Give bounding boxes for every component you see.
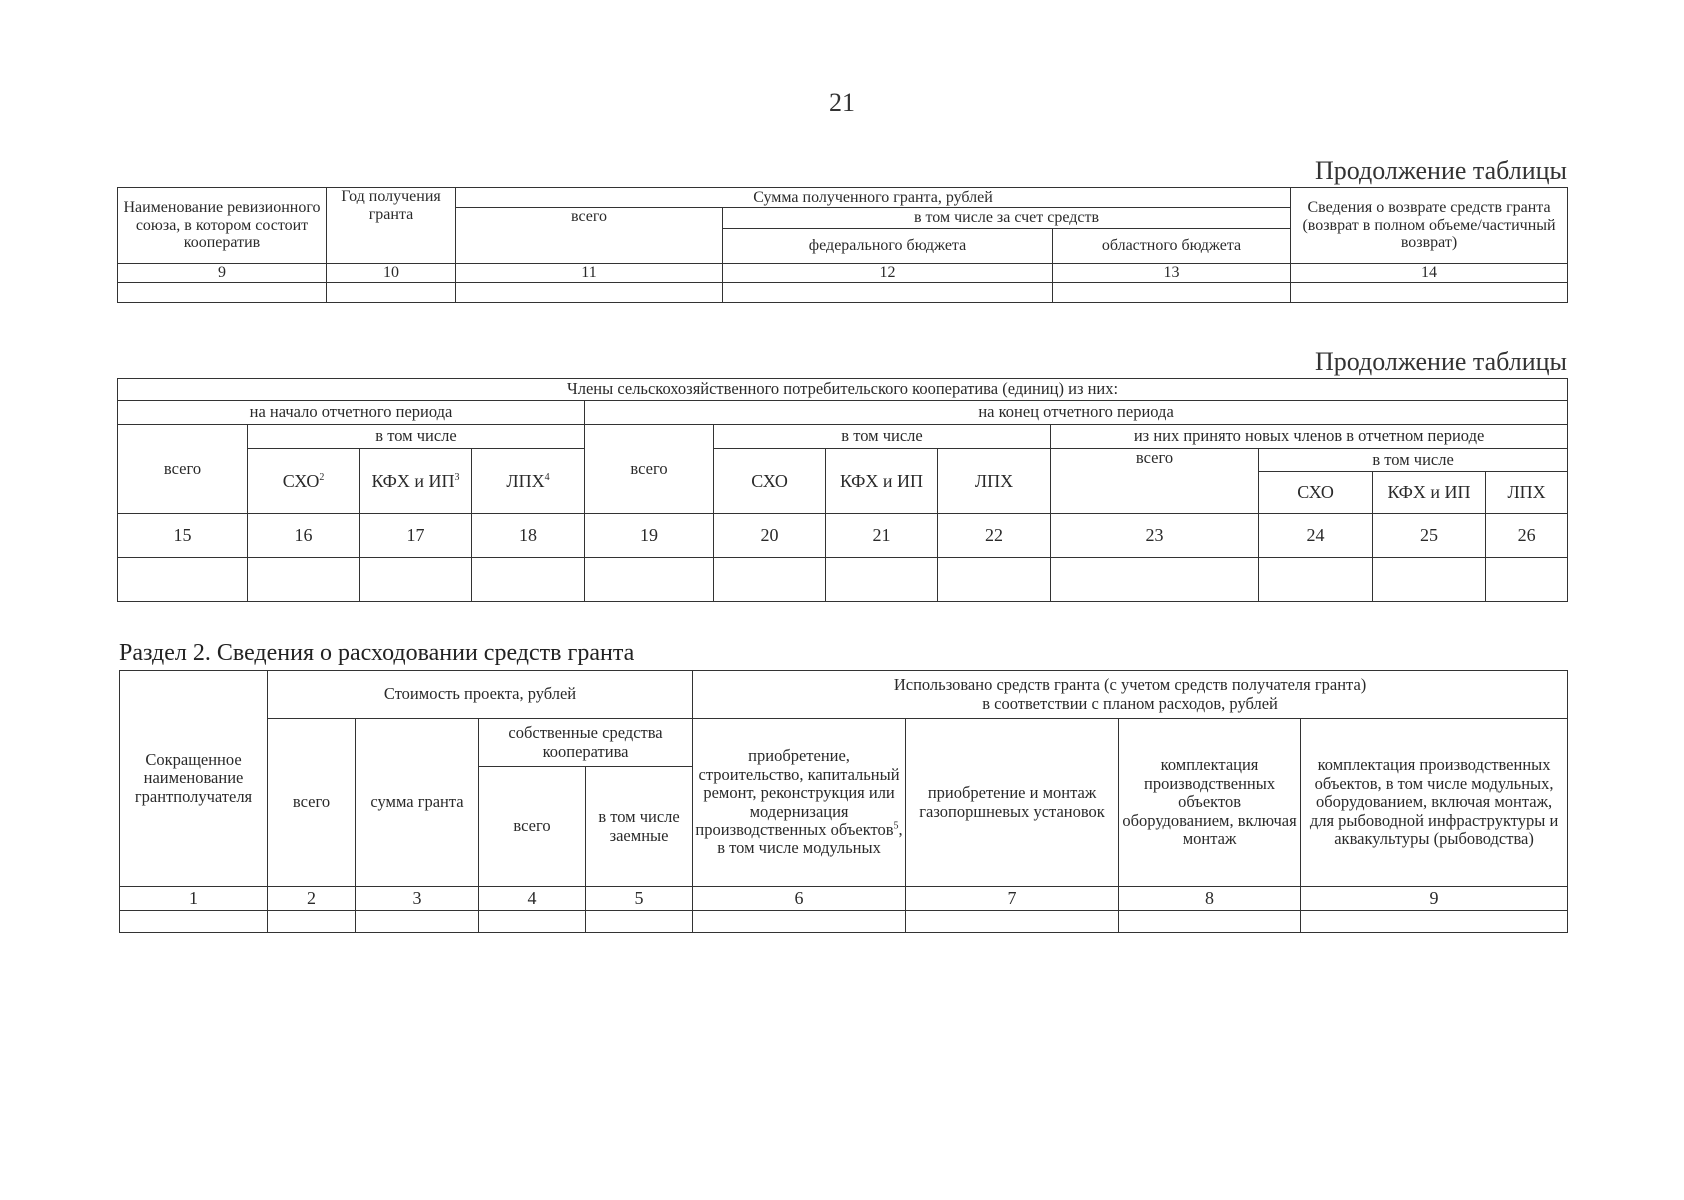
empty-cell: [118, 558, 248, 602]
column-number: 9: [118, 264, 327, 283]
header-aquaculture: комплектация производственных объектов, в том числе модульных, оборудованием, включая монтаж, для рыбоводной инфраструктуры и аквакультуры (рыбоводства): [1301, 719, 1568, 887]
empty-cell: [714, 558, 826, 602]
header-new-including: в том числе: [1259, 449, 1568, 472]
grant-received-table: [117, 187, 1568, 303]
empty-cell: [360, 558, 472, 602]
column-number: 23: [1051, 514, 1259, 558]
header-kfh-end: КФХ и ИП: [826, 449, 938, 514]
empty-cell: [1301, 911, 1568, 933]
empty-cell: [248, 558, 360, 602]
empty-cell: [268, 911, 356, 933]
column-number: 21: [826, 514, 938, 558]
header-federal-budget: федерального бюджета: [723, 229, 1053, 264]
empty-cell: [1291, 282, 1568, 302]
header-kfh-start: КФХ и $ИП^3$: [360, 449, 472, 514]
header-start-including: в том числе: [248, 425, 585, 449]
header-cost-total: всего: [268, 719, 356, 887]
column-number: 8: [1119, 887, 1301, 911]
header-kfh-new: КФХ и ИП: [1373, 472, 1486, 514]
column-number-row: [120, 887, 1568, 911]
header-start-period: на начало отчетного периода: [118, 401, 585, 425]
header-own-total: всего: [479, 767, 586, 887]
header-end-total: всего: [585, 425, 714, 514]
empty-cell: [1119, 911, 1301, 933]
header-including: в том числе за счет средств: [723, 208, 1291, 229]
column-number: 26: [1486, 514, 1568, 558]
column-number-row: [118, 514, 1568, 558]
column-number: 16: [248, 514, 360, 558]
empty-cell: [906, 911, 1119, 933]
header-end-period: на конец отчетного периода: [585, 401, 1568, 425]
header-members: Члены сельскохозяйственного потребительского кооператива (единиц) из них:: [118, 379, 1568, 401]
empty-cell: [1053, 282, 1291, 302]
column-number: 7: [906, 887, 1119, 911]
empty-cell: [120, 911, 268, 933]
page-number: 21: [829, 88, 855, 117]
empty-data-row: [118, 282, 1568, 302]
column-number: 22: [938, 514, 1051, 558]
header-lph-new: ЛПХ: [1486, 472, 1568, 514]
column-number: 17: [360, 514, 472, 558]
empty-cell: [1051, 558, 1259, 602]
header-grant-used: Использовано средств гранта (с учетом средств получателя гранта) в соответствии с планом расходов, рублей: [693, 671, 1568, 719]
header-grant-sum: сумма гранта: [356, 719, 479, 887]
column-number: 9: [1301, 887, 1568, 911]
header-grantee-name: Сокращенное наименование грантполучателя: [120, 671, 268, 887]
empty-cell: [723, 282, 1053, 302]
column-number: 12: [723, 264, 1053, 283]
empty-cell: [118, 282, 327, 302]
section-title: Раздел 2. Сведения о расходовании средств гранта: [119, 640, 635, 666]
header-sho-new: СХО: [1259, 472, 1373, 514]
header-grant-return: Сведения о возврате средств гранта (возврат в полном объеме/частичный возврат): [1291, 188, 1568, 264]
empty-cell: [826, 558, 938, 602]
empty-cell: [586, 911, 693, 933]
header-equipment: комплектация производственных объектов оборудованием, включая монтаж: [1119, 719, 1301, 887]
column-number: 5: [586, 887, 693, 911]
column-number: 1: [120, 887, 268, 911]
header-own-loans: в том числе заемные: [586, 767, 693, 887]
column-number: 4: [479, 887, 586, 911]
empty-cell: [938, 558, 1051, 602]
empty-cell: [693, 911, 906, 933]
column-number: 2: [268, 887, 356, 911]
column-number: 25: [1373, 514, 1486, 558]
header-regional-budget: областного бюджета: [1053, 229, 1291, 264]
empty-cell: [472, 558, 585, 602]
column-number: 14: [1291, 264, 1568, 283]
header-end-including: в том числе: [714, 425, 1051, 449]
header-new-total: всего: [1051, 449, 1259, 514]
empty-cell: [1486, 558, 1568, 602]
header-new-members: из них принято новых членов в отчетном периоде: [1051, 425, 1568, 449]
column-number: 24: [1259, 514, 1373, 558]
header-union-name: Наименование ревизионного союза, в котором состоит кооператив: [118, 188, 327, 264]
column-number: 13: [1053, 264, 1291, 283]
empty-cell: [479, 911, 586, 933]
column-number: 6: [693, 887, 906, 911]
header-project-cost: Стоимость проекта, рублей: [268, 671, 693, 719]
column-number: 18: [472, 514, 585, 558]
header-lph-start: ЛПХ$^4$: [472, 449, 585, 514]
continuation-label: Продолжение таблицы: [1315, 347, 1567, 376]
empty-data-row: [118, 558, 1568, 602]
column-number: 19: [585, 514, 714, 558]
column-number: 20: [714, 514, 826, 558]
continuation-label: Продолжение таблицы: [1315, 156, 1567, 185]
column-number: 15: [118, 514, 248, 558]
header-total: всего: [456, 208, 723, 264]
header-sho-start: СХО$^2$: [248, 449, 360, 514]
column-number: 3: [356, 887, 479, 911]
header-lph-end: ЛПХ: [938, 449, 1051, 514]
header-start-total: всего: [118, 425, 248, 514]
empty-cell: [456, 282, 723, 302]
column-number: 11: [456, 264, 723, 283]
header-grant-sum: Сумма полученного гранта, рублей: [456, 188, 1291, 208]
empty-cell: [585, 558, 714, 602]
header-gas-piston: приобретение и монтаж газопоршневых установок: [906, 719, 1119, 887]
header-construction: приобретение, строительство, капитальный ремонт, реконструкция или модернизация производственных объектов$^5$, в том числе модульных: [693, 719, 906, 887]
column-number: 10: [327, 264, 456, 283]
header-grant-year: Год получения гранта: [327, 188, 456, 264]
empty-data-row: [120, 911, 1568, 933]
empty-cell: [327, 282, 456, 302]
header-sho-end: СХО: [714, 449, 826, 514]
empty-cell: [1259, 558, 1373, 602]
column-number-row: [118, 264, 1568, 283]
header-own-funds: собственные средства кооператива: [479, 719, 693, 767]
empty-cell: [356, 911, 479, 933]
cooperative-members-table: [117, 378, 1568, 602]
grant-spending-table: [119, 670, 1568, 933]
empty-cell: [1373, 558, 1486, 602]
